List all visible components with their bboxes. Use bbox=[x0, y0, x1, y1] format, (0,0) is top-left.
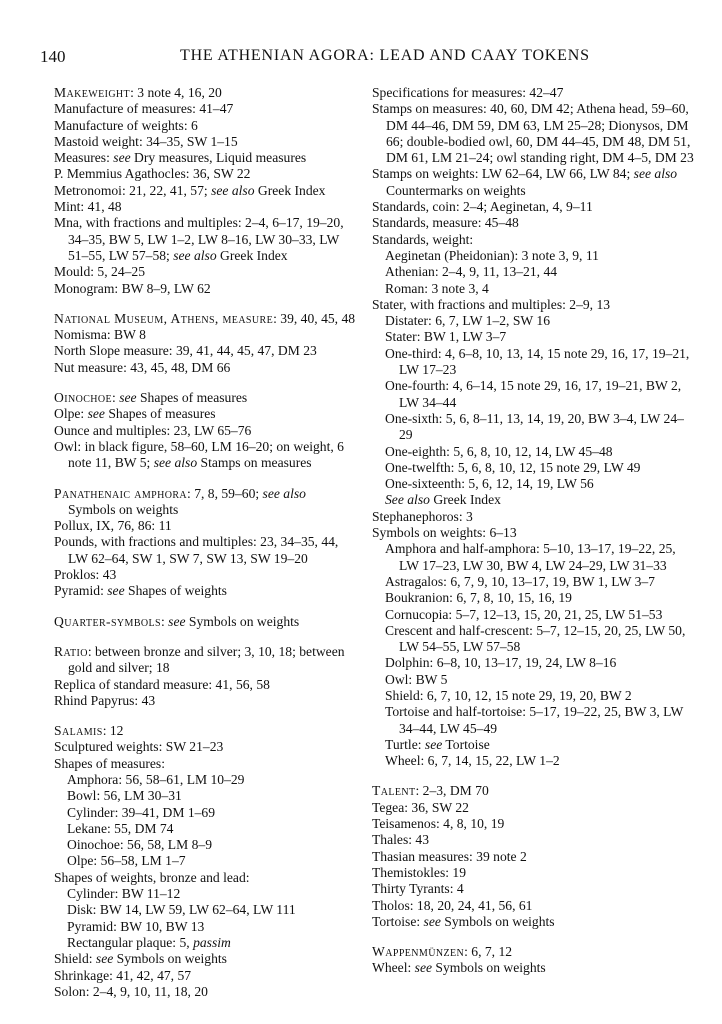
index-entry bbox=[54, 406, 356, 422]
entry-text: Stater: BW 1, LW 3–7 bbox=[385, 329, 507, 345]
entry-text: Tholos: 18, 20, 24, 41, 56, 61 bbox=[372, 897, 533, 913]
index-entry bbox=[372, 166, 697, 199]
index-entry bbox=[54, 264, 356, 280]
section-gap bbox=[54, 376, 356, 390]
entry-text: Thales: 43 bbox=[372, 832, 430, 848]
entry-text: Sculptured weights: SW 21–23 bbox=[54, 739, 224, 755]
cross-reference-target: Shapes of measures bbox=[136, 390, 248, 406]
entry-text: : between bronze and silver; 3, 10, 18; between gold and silver; 18 bbox=[68, 643, 345, 676]
index-column-left bbox=[54, 85, 356, 1000]
index-subentry bbox=[372, 329, 697, 345]
entry-text: Cornucopia: 5–7, 12–13, 15, 20, 21, 25, LW 51–53 bbox=[385, 606, 663, 622]
index-subentry bbox=[372, 607, 697, 623]
index-entry bbox=[372, 509, 697, 525]
page-header bbox=[40, 47, 690, 73]
entry-text: Shapes of weights, bronze and lead: bbox=[54, 869, 250, 885]
entry-text: Disk: BW 14, LW 59, LW 62–64, LW 111 bbox=[67, 902, 296, 918]
entry-text: Manufacture of weights: 6 bbox=[54, 117, 198, 133]
entry-text: Mastoid weight: 34–35, SW 1–15 bbox=[54, 133, 238, 149]
section-lead-term: Quarter-symbols bbox=[54, 613, 161, 629]
section-lead-term: Panathenaic amphora bbox=[54, 485, 188, 501]
index-subentry bbox=[54, 805, 356, 821]
index-entry bbox=[372, 960, 697, 976]
section-gap bbox=[54, 709, 356, 723]
index-subentry bbox=[372, 281, 697, 297]
entry-text: One-third: 4, 6–8, 10, 13, 14, 15 note 29, 16, 17, 19–21, LW 17–23 bbox=[385, 345, 690, 378]
index-entry bbox=[372, 525, 697, 541]
cross-reference-label: see also bbox=[633, 166, 678, 182]
entry-text: : bbox=[160, 613, 169, 629]
entry-text: : 39, 40, 45, 48 bbox=[273, 310, 356, 326]
cross-reference-label: see bbox=[107, 583, 125, 599]
index-entry bbox=[372, 865, 697, 881]
entry-text: Shield: 6, 7, 10, 12, 15 note 29, 19, 20, BW 2 bbox=[385, 687, 632, 703]
entry-text: Mna, with fractions and multiples: 2–4, 6–17, 19–20, 34–35, BW 5, LW 1–2, LW 8–16, LW 30–33, LW 51–55, LW 57–58; bbox=[54, 215, 344, 263]
index-subentry bbox=[372, 444, 697, 460]
page-number: 140 bbox=[40, 47, 66, 66]
entry-text: Stamps on measures: 40, 60, DM 42; Athena head, 59–60, DM 44–46, DM 59, DM 63, LM 25–28; Dionysos, DM 66; double-bodied owl, 60, DM 44–45, DM 48, DM 51, DM 61, LM 21–24; owl standing right, DM 4–5, DM 23 bbox=[372, 101, 694, 166]
index-subentry bbox=[372, 411, 697, 444]
index-entry bbox=[54, 518, 356, 534]
entry-text: Ounce and multiples: 23, LW 65–76 bbox=[54, 422, 252, 438]
section-lead-term: Salamis bbox=[54, 723, 103, 739]
index-entry bbox=[54, 281, 356, 297]
index-subentry bbox=[372, 737, 697, 753]
index-entry bbox=[372, 199, 697, 215]
cross-reference-label: see bbox=[87, 406, 105, 422]
index-entry bbox=[54, 85, 356, 101]
index-entry bbox=[54, 199, 356, 215]
index-entry bbox=[372, 881, 697, 897]
cross-reference-label: see bbox=[168, 613, 186, 629]
index-entry bbox=[54, 984, 356, 1000]
index-subentry bbox=[372, 313, 697, 329]
cross-reference-label: see also bbox=[173, 247, 217, 263]
index-entry bbox=[54, 423, 356, 439]
index-subentry bbox=[372, 704, 697, 737]
index-entry bbox=[372, 297, 697, 313]
entry-text: Teisamenos: 4, 8, 10, 19 bbox=[372, 816, 505, 832]
entry-text: Astragalos: 6, 7, 9, 10, 13–17, 19, BW 1, LW 3–7 bbox=[385, 573, 655, 589]
index-subentry bbox=[372, 346, 697, 379]
index-subentry bbox=[372, 574, 697, 590]
entry-text: One-twelfth: 5, 6, 8, 10, 12, 15 note 29, LW 49 bbox=[385, 459, 641, 475]
index-entry bbox=[54, 756, 356, 772]
entry-text: Athenian: 2–4, 9, 11, 13–21, 44 bbox=[385, 264, 558, 280]
cross-reference-target: Symbols on weights bbox=[432, 960, 546, 976]
cross-reference-label: see bbox=[423, 913, 441, 929]
index-entry bbox=[372, 816, 697, 832]
index-entry bbox=[372, 85, 697, 101]
cross-reference-label: passim bbox=[193, 934, 231, 950]
cross-reference-target: Stamps on measures bbox=[197, 455, 312, 471]
cross-reference-target: Dry measures, Liquid measures bbox=[130, 150, 307, 166]
entry-text: One-sixth: 5, 6, 8–11, 13, 14, 19, 20, BW 3–4, LW 24–29 bbox=[385, 410, 684, 443]
entry-text: : bbox=[112, 390, 120, 406]
entry-text: Olpe: bbox=[54, 406, 88, 422]
cross-reference-target: Symbols on weights bbox=[113, 951, 227, 967]
cross-reference-target: Greek Index bbox=[429, 492, 501, 508]
entry-text: Stephanephoros: 3 bbox=[372, 508, 473, 524]
section-gap bbox=[372, 930, 697, 944]
entry-text: Monogram: BW 8–9, LW 62 bbox=[54, 280, 211, 296]
entry-text: One-eighth: 5, 6, 8, 10, 12, 14, LW 45–48 bbox=[385, 443, 613, 459]
entry-text: : 6, 7, 12 bbox=[464, 944, 513, 960]
entry-text: : 12 bbox=[102, 723, 124, 739]
index-entry bbox=[54, 614, 356, 630]
index-entry bbox=[54, 166, 356, 182]
cross-reference-target: Countermarks on weights bbox=[386, 182, 526, 198]
index-entry bbox=[372, 800, 697, 816]
entry-text: Oinochoe: 56, 58, LM 8–9 bbox=[67, 837, 212, 853]
entry-text: Rectangular plaque: 5, bbox=[67, 934, 194, 950]
entry-text: Tortoise: bbox=[372, 913, 424, 929]
index-entry bbox=[372, 914, 697, 930]
entry-text: Measures: bbox=[54, 150, 114, 166]
index-subentry bbox=[372, 492, 697, 508]
index-subentry bbox=[372, 590, 697, 606]
index-subentry bbox=[372, 460, 697, 476]
entry-text: Wheel: bbox=[372, 960, 415, 976]
entry-text: P. Memmius Agathocles: 36, SW 22 bbox=[54, 166, 251, 182]
index-subentry bbox=[54, 853, 356, 869]
entry-text: Metronomoi: 21, 22, 41, 57; bbox=[54, 182, 212, 198]
index-entry bbox=[54, 583, 356, 599]
section-lead-term: Talent bbox=[372, 783, 416, 799]
index-entry bbox=[372, 832, 697, 848]
entry-text: Amphora and half-amphora: 5–10, 13–17, 19–22, 25, LW 17–23, LW 30, BW 4, LW 24–29, LW 31–33 bbox=[385, 541, 676, 573]
index-subentry bbox=[54, 919, 356, 935]
index-subentry bbox=[54, 821, 356, 837]
entry-text: : 7, 8, 59–60; bbox=[187, 485, 263, 501]
entry-text: Mint: 41, 48 bbox=[54, 199, 122, 215]
entry-text: Shield: bbox=[54, 951, 96, 967]
entry-text: Mould: 5, 24–25 bbox=[54, 264, 146, 280]
entry-text: Tegea: 36, SW 22 bbox=[372, 799, 469, 815]
entry-text: Turtle: bbox=[385, 736, 425, 752]
cross-reference-label: see bbox=[113, 150, 131, 166]
entry-text: Stamps on weights: LW 62–64, LW 66, LW 84; bbox=[372, 166, 634, 182]
index-entry bbox=[54, 101, 356, 117]
cross-reference-label: see bbox=[119, 390, 137, 406]
cross-reference-target: Symbols on weights bbox=[185, 613, 300, 629]
entry-text: Nut measure: 43, 45, 48, DM 66 bbox=[54, 359, 231, 375]
entry-text: One-sixteenth: 5, 6, 12, 14, 19, LW 56 bbox=[385, 476, 594, 492]
index-entry bbox=[54, 739, 356, 755]
entry-text: Solon: 2–4, 9, 10, 11, 18, 20 bbox=[54, 983, 208, 999]
index-subentry bbox=[372, 541, 697, 574]
index-subentry bbox=[372, 688, 697, 704]
entry-text: Symbols on weights: 6–13 bbox=[372, 525, 517, 541]
entry-text: North Slope measure: 39, 41, 44, 45, 47, DM 23 bbox=[54, 343, 317, 359]
index-entry bbox=[54, 134, 356, 150]
entry-text: Rhind Papyrus: 43 bbox=[54, 692, 156, 708]
index-entry bbox=[54, 968, 356, 984]
cross-reference-target: Tortoise bbox=[442, 736, 490, 752]
entry-text: Standards, weight: bbox=[372, 231, 474, 247]
index-subentry bbox=[372, 623, 697, 656]
section-lead-term: Wappenmünzen bbox=[372, 944, 465, 960]
index-subentry bbox=[372, 672, 697, 688]
section-lead-term: Makeweight bbox=[54, 85, 131, 100]
entry-text: : 2–3, DM 70 bbox=[415, 783, 489, 799]
section-gap bbox=[54, 630, 356, 644]
cross-reference-label: see also bbox=[153, 455, 198, 471]
index-entry bbox=[54, 534, 356, 567]
entry-text: Dolphin: 6–8, 10, 13–17, 19, 24, LW 8–16 bbox=[385, 655, 617, 671]
cross-reference-label: See also bbox=[385, 492, 430, 508]
entry-text: Crescent and half-crescent: 5–7, 12–15, 20, 25, LW 50, LW 54–55, LW 57–58 bbox=[385, 622, 686, 655]
entry-text: Cylinder: 39–41, DM 1–69 bbox=[67, 804, 216, 820]
section-lead-term: Ratio bbox=[54, 643, 88, 659]
entry-text: Cylinder: BW 11–12 bbox=[67, 886, 181, 902]
section-lead-term: National Museum, Athens, measure bbox=[54, 310, 274, 326]
index-subentry bbox=[372, 753, 697, 769]
index-entry bbox=[372, 215, 697, 231]
cross-reference-label: see bbox=[95, 951, 114, 967]
index-entry bbox=[372, 898, 697, 914]
section-gap bbox=[54, 600, 356, 614]
index-entry bbox=[54, 439, 356, 472]
index-subentry bbox=[54, 772, 356, 788]
entry-text: Boukranion: 6, 7, 8, 10, 15, 16, 19 bbox=[385, 590, 572, 606]
entry-text: Roman: 3 note 3, 4 bbox=[385, 280, 489, 296]
entry-text: Nomisma: BW 8 bbox=[54, 327, 146, 343]
index-entry bbox=[54, 150, 356, 166]
entry-text: Manufacture of measures: 41–47 bbox=[54, 101, 234, 117]
index-entry bbox=[54, 677, 356, 693]
cross-reference-target: Greek Index bbox=[254, 182, 326, 198]
index-entry bbox=[54, 486, 356, 519]
running-head: THE ATHENIAN AGORA: LEAD AND CAAY TOKENS bbox=[180, 47, 590, 64]
index-subentry bbox=[54, 788, 356, 804]
entry-text: Bowl: 56, LM 30–31 bbox=[67, 788, 182, 804]
entry-text: Proklos: 43 bbox=[54, 567, 117, 583]
index-subentry bbox=[372, 378, 697, 411]
entry-text: Specifications for measures: 42–47 bbox=[372, 85, 564, 100]
index-entry bbox=[54, 118, 356, 134]
cross-reference-label: see also bbox=[262, 485, 306, 501]
entry-text: Lekane: 55, DM 74 bbox=[67, 820, 174, 836]
index-entry bbox=[54, 567, 356, 583]
index-entry bbox=[372, 783, 697, 799]
index-subentry bbox=[372, 248, 697, 264]
index-entry bbox=[54, 311, 356, 327]
index-subentry bbox=[372, 476, 697, 492]
index-subentry bbox=[54, 886, 356, 902]
section-gap bbox=[54, 472, 356, 486]
index-subentry bbox=[372, 655, 697, 671]
index-entry bbox=[54, 183, 356, 199]
entry-text: Standards, measure: 45–48 bbox=[372, 215, 519, 231]
entry-text: Shrinkage: 41, 42, 47, 57 bbox=[54, 967, 192, 983]
index-entry bbox=[54, 390, 356, 406]
entry-text: Amphora: 56, 58–61, LM 10–29 bbox=[67, 771, 245, 787]
index-entry bbox=[54, 360, 356, 376]
entry-text: Replica of standard measure: 41, 56, 58 bbox=[54, 676, 270, 692]
index-entry bbox=[372, 101, 697, 166]
entry-text: Distater: 6, 7, LW 1–2, SW 16 bbox=[385, 313, 550, 329]
index-subentry bbox=[54, 902, 356, 918]
entry-text: Themistokles: 19 bbox=[372, 864, 467, 880]
cross-reference-label: see also bbox=[211, 182, 255, 198]
entry-text: Tortoise and half-tortoise: 5–17, 19–22, 25, BW 3, LW 34–44, LW 45–49 bbox=[385, 704, 684, 736]
section-gap bbox=[372, 769, 697, 783]
index-entry bbox=[372, 944, 697, 960]
index-entry bbox=[54, 215, 356, 264]
section-gap bbox=[54, 297, 356, 311]
entry-text: Standards, coin: 2–4; Aeginetan, 4, 9–11 bbox=[372, 199, 593, 215]
cross-reference-target: Shapes of weights bbox=[124, 583, 227, 599]
entry-text: Thasian measures: 39 note 2 bbox=[372, 848, 527, 864]
entry-text: One-fourth: 4, 6–14, 15 note 29, 16, 17, 19–21, BW 2, LW 34–44 bbox=[385, 378, 682, 410]
index-entry bbox=[54, 951, 356, 967]
cross-reference-label: see bbox=[424, 736, 443, 752]
entry-text: Pounds, with fractions and multiples: 23, 34–35, 44, LW 62–64, SW 1, SW 7, SW 13, SW 19–20 bbox=[54, 534, 339, 566]
index-column-right bbox=[372, 85, 697, 977]
entry-text: Thirty Tyrants: 4 bbox=[372, 881, 464, 897]
index-entry bbox=[54, 870, 356, 886]
cross-reference-label: see bbox=[414, 960, 433, 976]
section-lead-term: Oinochoe bbox=[54, 390, 113, 406]
entry-text: Pyramid: BW 10, BW 13 bbox=[67, 918, 205, 934]
index-entry bbox=[372, 232, 697, 248]
cross-reference-target: Symbols on weights bbox=[68, 501, 179, 517]
entry-text: Stater, with fractions and multiples: 2–9, 13 bbox=[372, 296, 611, 312]
entry-text: Owl: in black figure, 58–60, LM 16–20; on weight, 6 note 11, BW 5; bbox=[54, 438, 344, 471]
entry-text: Pyramid: bbox=[54, 583, 108, 599]
cross-reference-target: Symbols on weights bbox=[440, 913, 555, 929]
cross-reference-target: Greek Index bbox=[216, 247, 288, 263]
index-subentry bbox=[54, 837, 356, 853]
index-subentry bbox=[372, 264, 697, 280]
entry-text: Pollux, IX, 76, 86: 11 bbox=[54, 518, 172, 534]
cross-reference-target: Shapes of measures bbox=[104, 406, 216, 422]
entry-text: Aeginetan (Pheidonian): 3 note 3, 9, 11 bbox=[385, 247, 599, 263]
index-entry bbox=[372, 849, 697, 865]
index-entry bbox=[54, 723, 356, 739]
index-subentry bbox=[54, 935, 356, 951]
entry-text: Shapes of measures: bbox=[54, 755, 165, 771]
index-entry bbox=[54, 693, 356, 709]
entry-text: Olpe: 56–58, LM 1–7 bbox=[67, 853, 186, 869]
index-entry bbox=[54, 327, 356, 343]
entry-text: : 3 note 4, 16, 20 bbox=[130, 85, 222, 100]
index-entry bbox=[54, 343, 356, 359]
entry-text: Owl: BW 5 bbox=[385, 671, 448, 687]
index-entry bbox=[54, 644, 356, 677]
entry-text: Wheel: 6, 7, 14, 15, 22, LW 1–2 bbox=[385, 753, 560, 769]
